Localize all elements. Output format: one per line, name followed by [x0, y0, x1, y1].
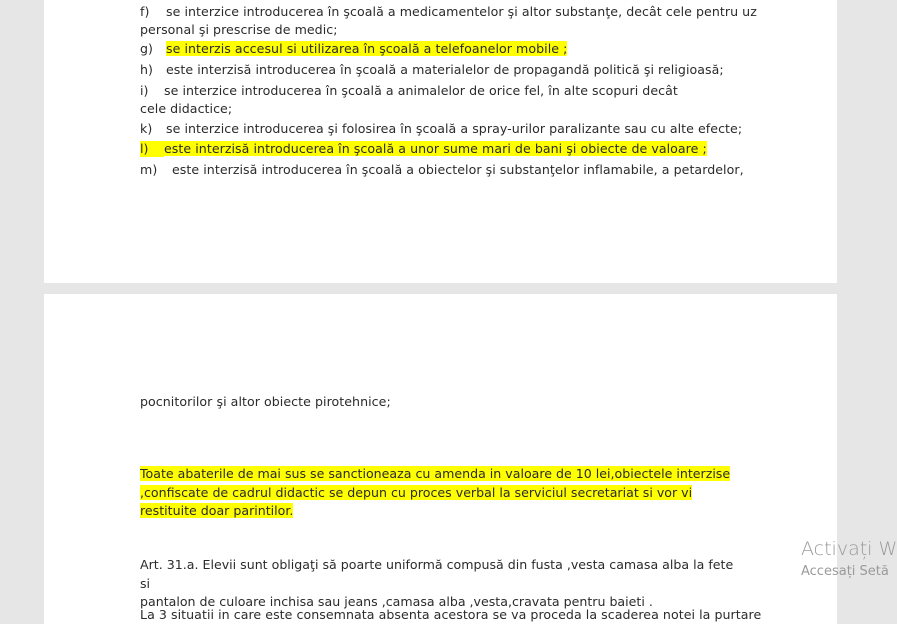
list-item-h: h) este interzisă introducerea în şcoală a materialelor de propagandă politică şi religioasă;	[140, 62, 724, 77]
highlighted-text: se interzis accesul si utilizarea în şcoală a telefoanelor mobile ;	[166, 41, 568, 56]
article-31-paragraph: Art. 31.a. Elevii sunt obligaţi să poarte uniformă compusă din fusta ,vesta camasa alba la fete si pantalon de culoare inchisa sau jeans ,camasa alba ,vesta,cravata pentru baieti .	[140, 557, 734, 609]
activation-watermark-title: Activați W	[801, 538, 897, 560]
list-item-f: f) se interzice introducerea în şcoală a medicamentelor şi altor substanţe, decât cele pentru uz	[140, 4, 757, 19]
penalty-paragraph	[140, 465, 740, 521]
highlighted-text: ,confiscate de cadrul didactic se depun cu proces verbal la serviciul secretariat si vor vi	[140, 484, 693, 500]
list-item-m: m) este interzisă introducerea în şcoală a obiectelor şi substanţelor inflamabile, a petardelor,	[140, 162, 744, 177]
list-item-f-continuation: personal şi prescrise de medic;	[140, 22, 338, 37]
highlighted-text: Toate abaterile de mai sus se sanctioneaza cu amenda in valoare de 10 lei,obiectele interzise	[140, 466, 731, 481]
list-item-g: g) se interzis accesul si utilizarea în şcoală a telefoanelor mobile ;	[140, 41, 568, 56]
list-item-l: l) este interzisă introducerea în şcoală a unor sume mari de bani şi obiecte de valoare ;	[140, 141, 707, 156]
activation-watermark-subtitle: Accesați Setă	[801, 564, 889, 579]
list-continuation-text: pocnitorilor şi altor obiecte pirotehnice;	[140, 394, 391, 409]
list-item-k: k) se interzice introducerea şi folosirea în şcoală a spray-urilor paralizante sau cu alte efecte;	[140, 121, 743, 136]
list-item-i-continuation: cele didactice;	[140, 101, 233, 116]
highlighted-text: este interzisă introducerea în şcoală a unor sume mari de bani şi obiecte de valoare ;	[164, 141, 707, 156]
document-page-bottom	[44, 294, 837, 624]
highlighted-text: restituite doar parintilor.	[140, 503, 294, 518]
cutoff-text-line: La 3 situatii in care este consemnata absenta acestora se va proceda la scaderea notei la purtare	[140, 607, 762, 622]
document-page-top	[44, 0, 837, 283]
list-item-i: i) se interzice introducerea în şcoală a animalelor de orice fel, în alte scopuri decât	[140, 83, 678, 98]
